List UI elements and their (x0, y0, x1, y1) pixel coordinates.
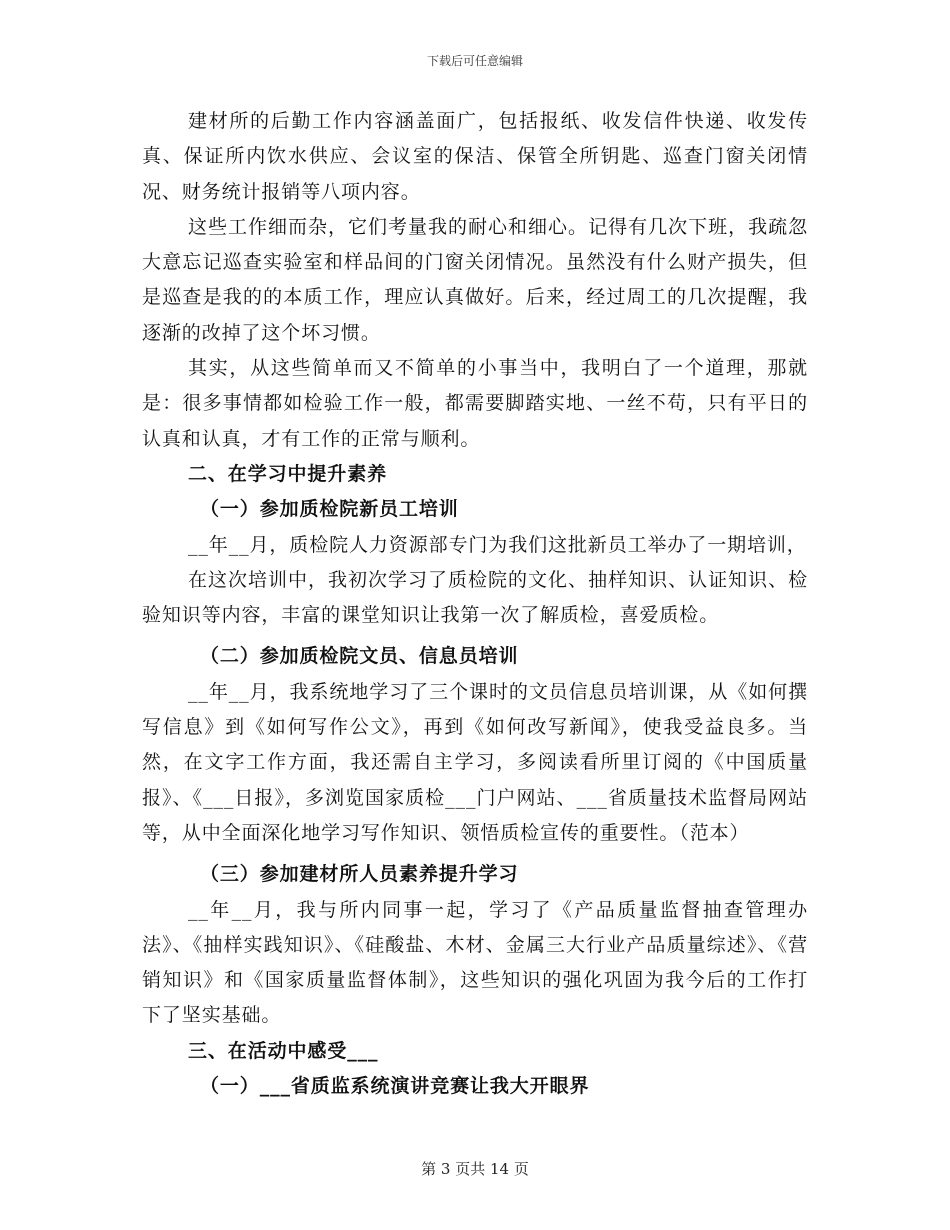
paragraph-training-date: __年__月，质检院人力资源部专门为我们这批新员工举办了一期培训， (188, 533, 807, 556)
section-heading-activities: 三、在活动中感受___ (188, 1039, 379, 1062)
paragraph-lesson: 其实，从这些简单而又不简单的小事当中，我明白了一个道理，那就是：很多事情都如检验工作一般，都需要脚踏实地、一丝不苟，只有平日的认真和认真，才有工作的正常与顺利。 (142, 357, 808, 450)
subheading-clerk-training: （二）参加质检院文员、信息员培训 (200, 645, 519, 668)
paragraph-clerk-training: __年__月，我系统地学习了三个课时的文员信息员培训课，从《如何撰写信息》到《如何写作公文》，再到《如何改写新闻》，使我受益良多。当然，在文字工作方面，我还需自主学习，多阅读看所里订阅的《中国质量报》、《___日报》，多浏览国家质检___门户网站、___省质量技术监督局网站等，从中全面深化地学习写作知识、领悟质检宣传的重要性。（范本） (142, 680, 808, 844)
page-header: 下载后可任意编辑 (426, 54, 523, 68)
subheading-new-staff-training: （一）参加质检院新员工培训 (200, 498, 459, 521)
section-heading-learning: 二、在学习中提升素养 (188, 462, 388, 485)
page-footer: 第 3 页共 14 页 (421, 1160, 529, 1178)
paragraph-training-content: 在这次培训中，我初次学习了质检院的文化、抽样知识、认证知识、检验知识等内容，丰富的课堂知识让我第一次了解质检，喜爱质检。 (142, 568, 808, 627)
paragraph-patience: 这些工作细而杂，它们考量我的耐心和细心。记得有几次下班，我疏忽大意忘记巡查实验室和样品间的门窗关闭情况。虽然没有什么财产损失，但是巡查是我的的本质工作，理应认真做好。后来，经过周工的几次提醒，我逐渐的改掉了这个坏习惯。 (142, 215, 808, 344)
subheading-speech-contest: （一）___省质监系统演讲竞赛让我大开眼界 (200, 1075, 590, 1098)
subheading-quality-study: （三）参加建材所人员素养提升学习 (200, 863, 519, 886)
document-body (142, 104, 808, 1104)
paragraph-quality-study: __年__月，我与所内同事一起，学习了《产品质量监督抽查管理办法》、《抽样实践知识》、《硅酸盐、木材、金属三大行业产品质量综述》、《营销知识》和《国家质量监督体制》，这些知识的强化巩固为我今后的工作打下了坚实基础。 (142, 898, 808, 1027)
paragraph-logistics: 建材所的后勤工作内容涵盖面广，包括报纸、收发信件快递、收发传真、保证所内饮水供应、会议室的保洁、保管全所钥匙、巡查门窗关闭情况、财务统计报销等八项内容。 (142, 110, 808, 203)
